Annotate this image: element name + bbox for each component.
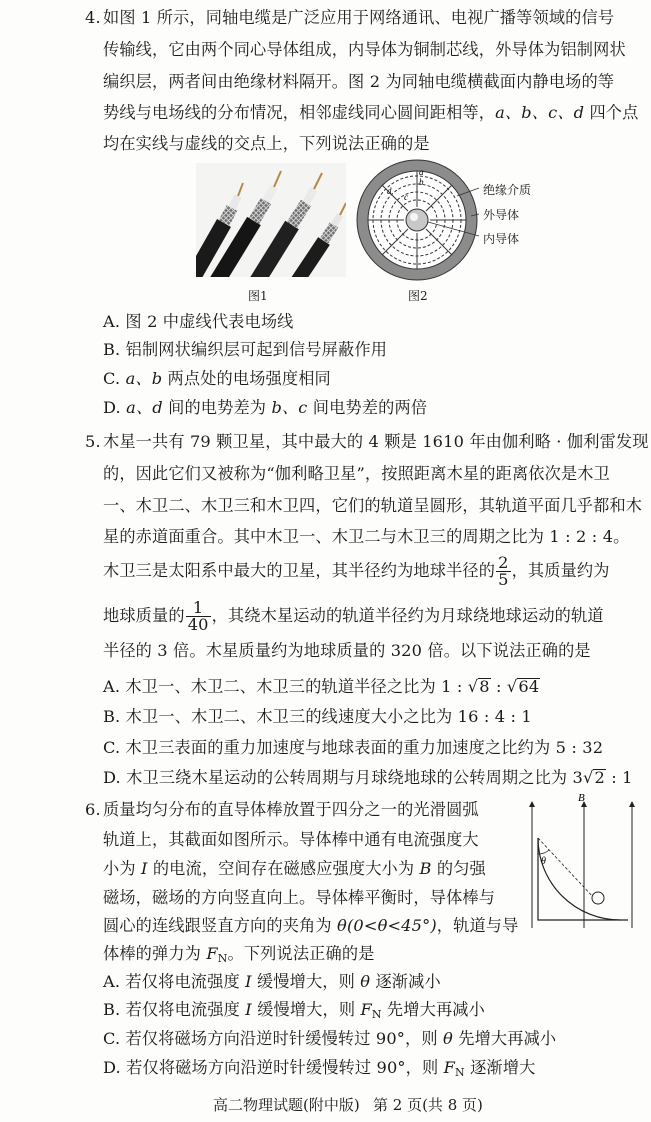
- q4-option-d-var2: b、c: [271, 398, 308, 417]
- q6-stem-line-4: 磁场，磁场的方向竖直向上。导体棒平衡时，导体棒与: [103, 888, 496, 907]
- radius-line: [538, 838, 594, 898]
- fraction-one-fortieth: [186, 600, 211, 633]
- footer-page-number: 第 2 页(共 8 页): [373, 1096, 483, 1114]
- q5-stem-line-3: 一、木卫二、木卫三和木卫四，它们的轨道呈圆形，其轨道平面几乎都和木: [103, 496, 643, 515]
- q4-stem-line-4-tail: 四个点: [584, 103, 639, 122]
- q4-option-d-var1: a、d: [126, 398, 163, 417]
- q5-line6-tail: ，其绕木星运动的轨道半径约为月球绕地球运动的轨道: [211, 606, 604, 625]
- var-F: F: [443, 1058, 456, 1077]
- q6-option-b-mid: 缓慢增大，则: [251, 1000, 361, 1019]
- q6-line5-tail: ，轨道与导: [436, 916, 519, 935]
- q4-option-d-prefix: D.: [103, 398, 127, 417]
- q5-option-b: B. 木卫一、木卫二、木卫三的线速度大小之比为 16 : 4 : 1: [103, 707, 532, 726]
- fig2-label-a: a: [419, 167, 424, 177]
- q5-line6-text: 地球质量的: [103, 606, 185, 625]
- q5-stem-line-7: 半径的 3 倍。木星质量约为地球质量的 320 倍。以下说法正确的是: [103, 641, 591, 660]
- var-theta: θ: [337, 916, 347, 935]
- q6-option-b-text: B. 若仅将电流强度: [103, 1000, 246, 1019]
- fig2-caption: 图2: [408, 289, 428, 303]
- q6-line6-text: 体棒的弹力为: [103, 944, 207, 963]
- q6-option-c-text: C. 若仅将磁场方向沿逆时针缓慢转过 90°，则: [103, 1029, 444, 1048]
- q6-option-b: [103, 999, 485, 1026]
- q6-option-d-tail: 逐渐增大: [464, 1058, 536, 1077]
- q5-stem-line-4: 星的赤道面重合。其中木卫一、木卫二与木卫三的周期之比为 1 : 2 : 4。: [103, 527, 630, 546]
- q6-option-a-text: A. 若仅将电流强度: [103, 972, 246, 991]
- q6-line6-tail: 。下列说法正确的是: [227, 944, 375, 963]
- q4-option-d-mid: 间的电势差为: [162, 398, 272, 417]
- theta-condition: (0<θ<45°): [346, 916, 437, 935]
- angle-label-theta: θ: [541, 856, 546, 867]
- coax-cross-section-diagram: [355, 158, 480, 283]
- q4-number: 4.: [85, 8, 101, 27]
- q4-stem-line-4-text: 势线与电场线的分布情况，相邻虚线同心圆间距相等，: [103, 103, 496, 122]
- q4-option-b: B. 铝制网状编织层可起到信号屏蔽作用: [103, 340, 388, 359]
- q4-stem-line-5: 均在实线与虚线的交点上，下列说法正确的是: [103, 134, 430, 153]
- q5-option-a: A. 木卫一、木卫二、木卫三的轨道半径之比为 1 : √8 : √64: [103, 677, 540, 696]
- q6-line5-text: 圆心的连线跟竖直方向的夹角为: [103, 916, 338, 935]
- q4-option-c-text: 两点处的电场强度相同: [162, 369, 331, 388]
- q4-option-c: [103, 368, 331, 390]
- fig2-label-b: b: [419, 177, 424, 187]
- q6-stem-line-1: 质量均匀分布的直导体棒放置于四分之一的光滑圆弧: [103, 800, 479, 819]
- footer-exam-title: 高二物理试题(附中版): [213, 1096, 360, 1114]
- var-I: I: [245, 1000, 252, 1019]
- q6-line3-text: 小为: [103, 859, 141, 878]
- q6-stem-line-5: [103, 915, 518, 937]
- q5-option-d-text: D. 木卫三绕木星运动的公转周期与月球绕地球的公转周期之比为 3: [103, 768, 583, 787]
- q5-option-c: C. 木卫三表面的重力加速度与地球表面的重力加速度之比约为 5 : 32: [103, 738, 604, 757]
- q6-option-d-text: D. 若仅将磁场方向沿逆时针缓慢转过 90°，则: [103, 1058, 444, 1077]
- q6-option-a: [103, 971, 441, 993]
- q5-number: 5.: [85, 432, 101, 451]
- var-F-subscript: N: [371, 1008, 382, 1021]
- q4-points: a、b、c、d: [495, 103, 585, 122]
- var-theta: θ: [360, 972, 371, 991]
- fig2-label-d: d: [387, 186, 392, 196]
- coax-cable-photo: [196, 163, 346, 277]
- arc-track-field-diagram: [528, 790, 638, 932]
- q6-number: 6.: [85, 800, 101, 819]
- fraction-numerator: 2: [498, 553, 509, 572]
- q4-stem-line-2: 传输线，它由两个同心导体组成，内导体为铜制芯线，外导体为铝制网状: [103, 40, 626, 59]
- q6-option-d: [103, 1057, 535, 1084]
- q6-option-a-mid: 缓慢增大，则: [251, 972, 361, 991]
- sqrt-8: 8: [479, 677, 490, 696]
- var-F: F: [360, 1000, 372, 1019]
- q5-option-d: D. 木卫三绕木星运动的公转周期与月球绕地球的公转周期之比为 3√2 : 1: [103, 768, 633, 787]
- q5-line5-tail: ，其质量约为: [511, 561, 610, 580]
- q6-option-c-tail: 先增大再减小: [452, 1029, 557, 1048]
- q4-option-c-prefix: C.: [103, 369, 126, 388]
- fig2-label-c: c: [404, 192, 408, 202]
- fraction-two-fifths: [496, 555, 510, 588]
- q5-stem-line-1: 木星一共有 79 颗卫星，其中最大的 4 颗是 1610 年由伽利略 · 伽利雷发现: [103, 432, 649, 451]
- q4-stem-line-1: 如图 1 所示，同轴电缆是广泛应用于网络通讯、电视广播等领域的信号: [103, 8, 615, 27]
- q5-stem-line-5: [103, 555, 610, 588]
- q6-line3-tail: 的匀强: [431, 859, 486, 878]
- q4-option-c-vars: a、b: [125, 369, 163, 388]
- q4-stem-line-3: 编织层，两者间由绝缘材料隔开。图 2 为同轴电缆横截面内静电场的等: [103, 72, 615, 91]
- sqrt-2: 2: [594, 768, 605, 787]
- var-F: F: [206, 944, 218, 963]
- q4-stem-line-4: [103, 102, 638, 124]
- fig2-label-inner-conductor: 内导体: [483, 232, 520, 246]
- field-arrows: [532, 804, 632, 928]
- q6-option-b-tail: 先增大再减小: [381, 1000, 485, 1019]
- var-F-subscript: N: [455, 1066, 465, 1079]
- var-I: I: [245, 972, 252, 991]
- sqrt-64: 64: [518, 677, 540, 696]
- q6-option-a-tail: 逐渐减小: [370, 972, 441, 991]
- fig1-caption: 图1: [248, 289, 268, 303]
- q6-stem-line-6: [103, 943, 375, 970]
- q6-option-c: [103, 1028, 556, 1050]
- q5-line5-text: 木卫三是太阳系中最大的卫星，其半径约为地球半径的: [103, 561, 496, 580]
- q6-stem-line-3: [103, 858, 486, 880]
- q5-option-a-sep: :: [490, 677, 507, 696]
- q5-stem-line-2: 的，因此它们又被称为“伽利略卫星”，按照距离木星的距离依次是木卫: [103, 464, 610, 483]
- q5-stem-line-6: [103, 600, 604, 633]
- fraction-denominator: 40: [187, 615, 209, 634]
- var-F-subscript: N: [217, 952, 228, 965]
- conductor-rod: [592, 892, 604, 904]
- q4-option-d-text: 间电势差的两倍: [307, 398, 428, 417]
- track-frame: [538, 838, 628, 920]
- q6-stem-line-2: 轨道上，其截面如图所示。导体棒中通有电流强度大: [103, 830, 479, 849]
- arc-track: [538, 838, 620, 920]
- q5-option-d-tail: : 1: [605, 768, 633, 787]
- var-I: I: [140, 859, 148, 878]
- var-B: B: [419, 859, 432, 878]
- fraction-numerator: 1: [186, 600, 211, 617]
- fig2-label-outer-conductor: 外导体: [483, 208, 520, 222]
- fig2-label-insulator: 绝缘介质: [483, 183, 532, 197]
- q6-line3-mid: 的电流，空间存在磁感应强度大小为: [147, 859, 420, 878]
- field-label-b: B: [578, 792, 585, 804]
- q4-option-a: A. 图 2 中虚线代表电场线: [103, 312, 294, 331]
- fraction-denominator: 5: [498, 570, 509, 589]
- q5-option-a-text: A. 木卫一、木卫二、木卫三的轨道半径之比为 1 :: [103, 677, 468, 696]
- q4-option-d: [103, 397, 427, 419]
- var-theta: θ: [443, 1029, 453, 1048]
